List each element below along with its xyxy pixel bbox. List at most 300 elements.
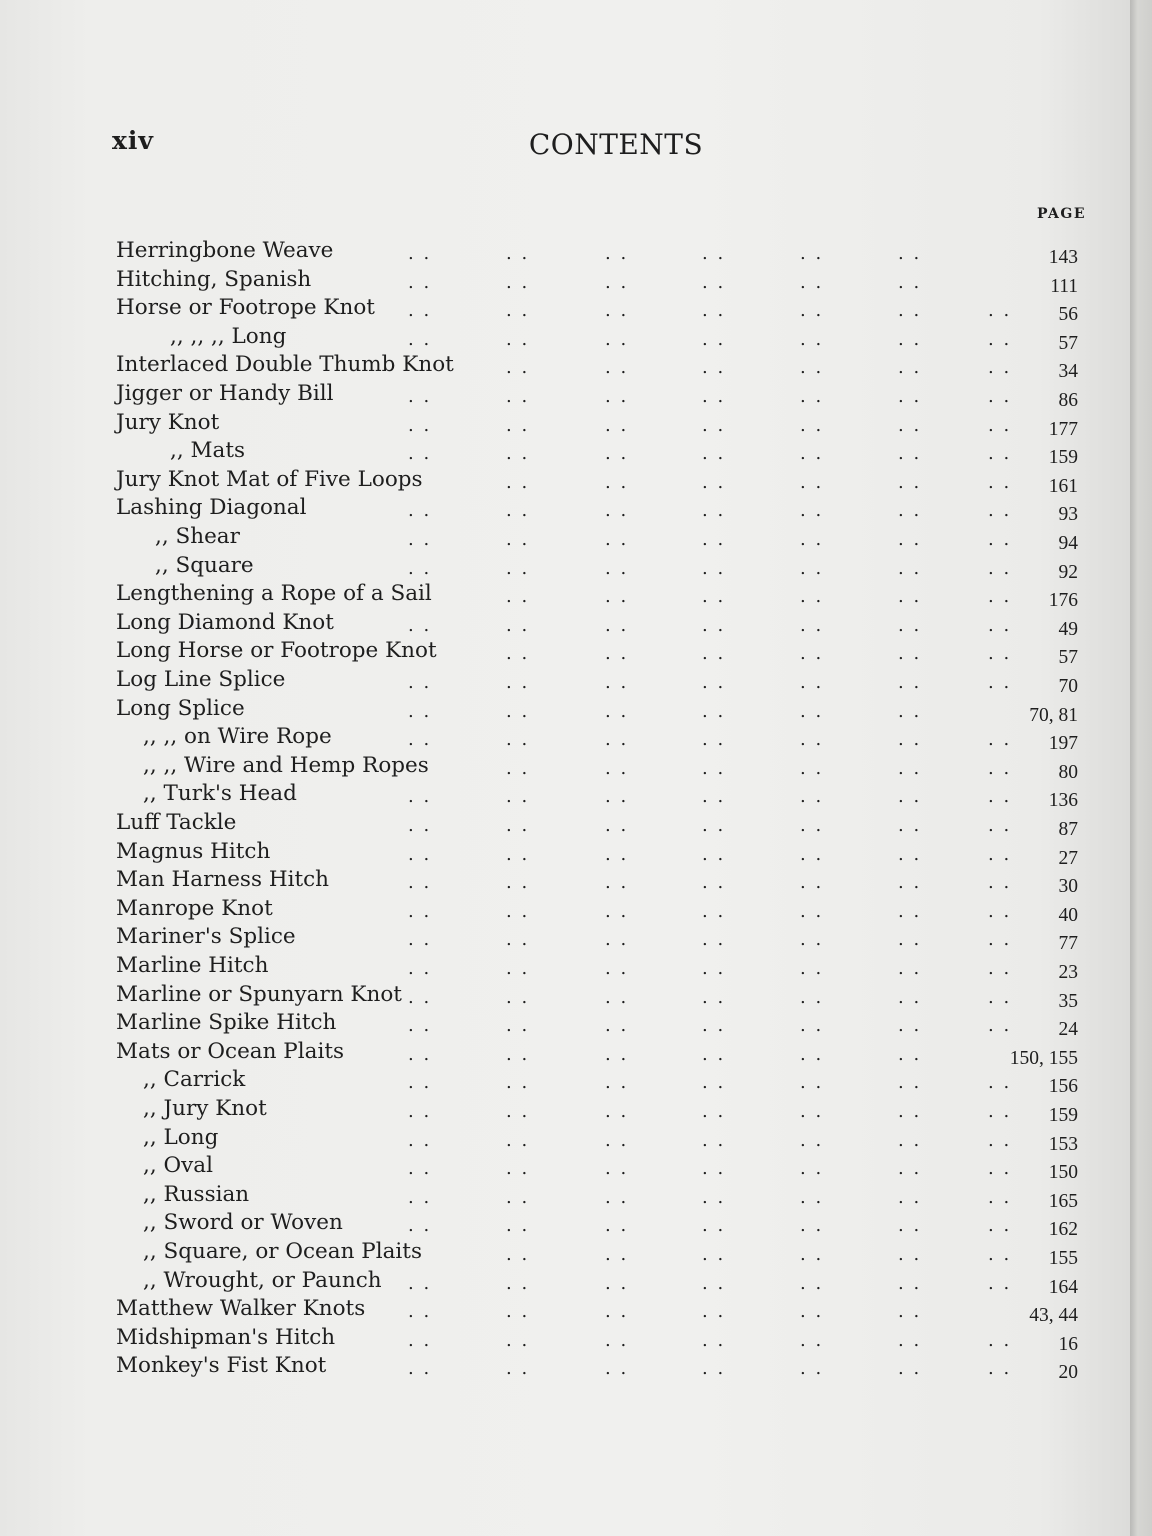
dot-leader: . . bbox=[605, 271, 629, 293]
dot-leader: . . bbox=[988, 1129, 1012, 1151]
dot-leader: . . bbox=[988, 929, 1012, 951]
dot-leader: . . bbox=[702, 1101, 726, 1122]
dot-leader: . . bbox=[605, 958, 629, 979]
dot-leader: . . bbox=[800, 1329, 824, 1351]
dot-leader: . . bbox=[898, 443, 922, 465]
toc-entry bbox=[0, 236, 1130, 268]
dot-leader: . . bbox=[506, 1043, 530, 1065]
dot-leader: . . bbox=[605, 843, 629, 865]
dot-leader: . . bbox=[988, 1358, 1012, 1380]
dot-leader: . . bbox=[800, 300, 824, 322]
dot-leader: . . bbox=[506, 958, 530, 979]
dot-leader: . . bbox=[988, 815, 1012, 836]
dot-leader: . . bbox=[800, 328, 824, 350]
dot-leader: . . bbox=[988, 1329, 1012, 1351]
toc-entry bbox=[0, 1151, 1130, 1184]
toc-entry bbox=[0, 579, 1130, 612]
dot-leader: . . bbox=[408, 900, 432, 922]
dot-leader: . . bbox=[408, 1329, 432, 1351]
dot-leader: . . bbox=[605, 1043, 629, 1065]
toc-entry bbox=[0, 1208, 1130, 1241]
dot-leader: . . bbox=[506, 243, 530, 264]
dot-leader: . . bbox=[898, 1301, 922, 1323]
toc-entry-title: ,, ,, Wire and Hemp Ropes bbox=[143, 752, 429, 778]
dot-leader: . . bbox=[800, 643, 824, 665]
dot-leader: . . bbox=[408, 929, 432, 951]
dot-leader: . . bbox=[898, 929, 922, 951]
dot-leader: . . bbox=[506, 1358, 530, 1380]
toc-entry-title: Manrope Knot bbox=[116, 895, 273, 921]
toc-entry bbox=[0, 350, 1130, 383]
dot-leader: . . bbox=[898, 1186, 922, 1208]
toc-entry-title: Marline Hitch bbox=[116, 953, 269, 978]
toc-entry-title: ,, Long bbox=[143, 1124, 219, 1150]
dot-leader: . . bbox=[506, 529, 530, 550]
toc-entry-page: 43, 44 bbox=[1029, 1305, 1078, 1327]
toc-entry bbox=[0, 608, 1130, 640]
toc-entry-title: Magnus Hitch bbox=[116, 838, 271, 864]
dot-leader: . . bbox=[702, 1358, 726, 1380]
toc-entry-title: Mariner's Splice bbox=[116, 924, 296, 950]
dot-leader: . . bbox=[898, 872, 922, 894]
dot-leader: . . bbox=[800, 443, 824, 465]
dot-leader: . . bbox=[506, 672, 530, 693]
dot-leader: . . bbox=[605, 300, 629, 322]
dot-leader: . . bbox=[800, 1358, 824, 1380]
dot-leader: . . bbox=[506, 729, 530, 751]
dot-leader: . . bbox=[506, 1272, 530, 1294]
dot-leader: . . bbox=[800, 900, 824, 922]
dot-leader: . . bbox=[988, 958, 1012, 979]
toc-entry-page: 23 bbox=[1058, 962, 1078, 983]
dot-leader: . . bbox=[800, 958, 824, 979]
dot-leader: . . bbox=[408, 1301, 432, 1323]
dot-leader: . . bbox=[800, 386, 824, 407]
dot-leader: . . bbox=[988, 1072, 1012, 1094]
dot-leader: . . bbox=[408, 843, 432, 865]
dot-leader: . . bbox=[898, 815, 922, 836]
dot-leader: . . bbox=[898, 1244, 922, 1265]
dot-leader: . . bbox=[605, 243, 629, 264]
toc-entry bbox=[0, 1180, 1130, 1212]
dot-leader: . . bbox=[506, 1072, 530, 1094]
dot-leader: . . bbox=[988, 386, 1012, 407]
dot-leader: . . bbox=[605, 929, 629, 951]
dot-leader: . . bbox=[988, 586, 1012, 608]
dot-leader: . . bbox=[898, 1072, 922, 1094]
dot-leader: . . bbox=[702, 872, 726, 894]
dot-leader: . . bbox=[800, 1158, 824, 1180]
dot-leader: . . bbox=[800, 1015, 824, 1037]
dot-leader: . . bbox=[605, 729, 629, 751]
toc-entry-title: Man Harness Hitch bbox=[116, 867, 329, 893]
toc-entry-page: 70, 81 bbox=[1029, 704, 1078, 726]
dot-leader: . . bbox=[988, 614, 1012, 636]
dot-leader: . . bbox=[988, 843, 1012, 865]
toc-entry bbox=[0, 522, 1130, 554]
dot-leader: . . bbox=[800, 757, 824, 779]
dot-leader: . . bbox=[605, 586, 629, 608]
dot-leader: . . bbox=[702, 700, 726, 722]
dot-leader: . . bbox=[702, 643, 726, 665]
dot-leader: . . bbox=[506, 986, 530, 1008]
dot-leader: . . bbox=[898, 557, 922, 579]
dot-leader: . . bbox=[506, 643, 530, 665]
dot-leader: . . bbox=[988, 414, 1012, 436]
dot-leader: . . bbox=[605, 443, 629, 465]
dot-leader: . . bbox=[800, 614, 824, 636]
dot-leader: . . bbox=[898, 729, 922, 751]
page-edge bbox=[1130, 0, 1152, 1536]
dot-leader: . . bbox=[800, 500, 824, 522]
dot-leader: . . bbox=[898, 328, 922, 350]
dot-leader: . . bbox=[605, 328, 629, 350]
toc-entry-page: 86 bbox=[1058, 390, 1078, 411]
dot-leader: . . bbox=[408, 1272, 432, 1294]
toc-entry bbox=[0, 1008, 1130, 1041]
toc-entry-page: 34 bbox=[1058, 361, 1078, 383]
dot-leader: . . bbox=[800, 414, 824, 436]
dot-leader: . . bbox=[702, 786, 726, 808]
dot-leader: . . bbox=[506, 1101, 530, 1122]
dot-leader: . . bbox=[605, 1158, 629, 1180]
toc-entry-page: 24 bbox=[1058, 1019, 1078, 1041]
toc-entry bbox=[0, 1123, 1130, 1155]
toc-entry-page: 111 bbox=[1050, 275, 1078, 297]
dot-leader: . . bbox=[988, 872, 1012, 894]
dot-leader: . . bbox=[605, 1072, 629, 1094]
dot-leader: . . bbox=[988, 672, 1012, 693]
toc-entry-title: Horse or Footrope Knot bbox=[116, 295, 375, 321]
dot-leader: . . bbox=[605, 1186, 629, 1208]
dot-leader: . . bbox=[988, 1186, 1012, 1208]
toc-entry bbox=[0, 665, 1130, 697]
dot-leader: . . bbox=[506, 357, 530, 379]
dot-leader: . . bbox=[605, 872, 629, 894]
toc-entry-title: Mats or Ocean Plaits bbox=[116, 1038, 344, 1064]
dot-leader: . . bbox=[408, 1158, 432, 1180]
dot-leader: . . bbox=[800, 1043, 824, 1065]
dot-leader: . . bbox=[702, 843, 726, 865]
dot-leader: . . bbox=[506, 872, 530, 894]
dot-leader: . . bbox=[988, 471, 1012, 493]
toc-entry-title: Marline Spike Hitch bbox=[116, 1010, 337, 1036]
dot-leader: . . bbox=[898, 1358, 922, 1380]
toc-entry-page: 162 bbox=[1048, 1219, 1078, 1241]
toc-entry bbox=[0, 722, 1130, 755]
dot-leader: . . bbox=[702, 471, 726, 493]
dot-leader: . . bbox=[800, 271, 824, 293]
dot-leader: . . bbox=[506, 1215, 530, 1237]
dot-leader: . . bbox=[408, 271, 432, 293]
dot-leader: . . bbox=[408, 958, 432, 979]
dot-leader: . . bbox=[800, 1301, 824, 1323]
dot-leader: . . bbox=[702, 986, 726, 1008]
toc-entry-page: 92 bbox=[1058, 561, 1078, 583]
dot-leader: . . bbox=[898, 672, 922, 693]
dot-leader: . . bbox=[702, 1272, 726, 1294]
toc-entry-page: 155 bbox=[1048, 1248, 1078, 1269]
toc-entry-title: Marline or Spunyarn Knot bbox=[116, 981, 402, 1007]
dot-leader: . . bbox=[898, 614, 922, 636]
dot-leader: . . bbox=[506, 1015, 530, 1037]
toc-entry-page: 27 bbox=[1058, 847, 1078, 869]
dot-leader: . . bbox=[605, 614, 629, 636]
dot-leader: . . bbox=[605, 1244, 629, 1265]
dot-leader: . . bbox=[702, 1043, 726, 1065]
dot-leader: . . bbox=[800, 872, 824, 894]
dot-leader: . . bbox=[605, 1301, 629, 1323]
toc-entry-page: 150 bbox=[1048, 1162, 1078, 1184]
dot-leader: . . bbox=[506, 443, 530, 465]
dot-leader: . . bbox=[800, 1186, 824, 1208]
dot-leader: . . bbox=[605, 986, 629, 1008]
dot-leader: . . bbox=[408, 872, 432, 894]
dot-leader: . . bbox=[506, 471, 530, 493]
dot-leader: . . bbox=[988, 643, 1012, 665]
dot-leader: . . bbox=[988, 500, 1012, 522]
dot-leader: . . bbox=[702, 929, 726, 951]
dot-leader: . . bbox=[988, 729, 1012, 751]
dot-leader: . . bbox=[702, 357, 726, 379]
dot-leader: . . bbox=[988, 900, 1012, 922]
toc-entry bbox=[0, 551, 1130, 583]
toc-entry-page: 176 bbox=[1048, 590, 1078, 612]
dot-leader: . . bbox=[800, 529, 824, 550]
dot-leader: . . bbox=[898, 1101, 922, 1122]
dot-leader: . . bbox=[898, 271, 922, 293]
dot-leader: . . bbox=[800, 729, 824, 751]
dot-leader: . . bbox=[506, 1129, 530, 1151]
dot-leader: . . bbox=[988, 328, 1012, 350]
dot-leader: . . bbox=[605, 557, 629, 579]
toc-entry-title: Luff Tackle bbox=[116, 810, 237, 835]
toc-entry bbox=[0, 408, 1130, 440]
toc-entry-title: ,, Sword or Woven bbox=[143, 1210, 343, 1236]
dot-leader: . . bbox=[408, 1043, 432, 1065]
toc-entry-title: ,, ,, ,, Long bbox=[170, 323, 287, 349]
dot-leader: . . bbox=[506, 1301, 530, 1323]
dot-leader: . . bbox=[506, 386, 530, 407]
toc-entry bbox=[0, 379, 1130, 411]
dot-leader: . . bbox=[800, 471, 824, 493]
dot-leader: . . bbox=[408, 614, 432, 636]
dot-leader: . . bbox=[408, 1072, 432, 1094]
dot-leader: . . bbox=[702, 328, 726, 350]
toc-entry-page: 80 bbox=[1058, 761, 1078, 783]
toc-entry-page: 77 bbox=[1058, 933, 1078, 955]
dot-leader: . . bbox=[800, 243, 824, 264]
dot-leader: . . bbox=[506, 328, 530, 350]
dot-leader: . . bbox=[605, 700, 629, 722]
dot-leader: . . bbox=[605, 1215, 629, 1237]
dot-leader: . . bbox=[988, 1101, 1012, 1122]
dot-leader: . . bbox=[408, 386, 432, 407]
dot-leader: . . bbox=[506, 1186, 530, 1208]
toc-entry bbox=[0, 1323, 1130, 1355]
dot-leader: . . bbox=[702, 386, 726, 407]
dot-leader: . . bbox=[605, 1329, 629, 1351]
toc-entry-page: 35 bbox=[1058, 990, 1078, 1012]
toc-entry bbox=[0, 951, 1130, 983]
dot-leader: . . bbox=[800, 786, 824, 808]
dot-leader: . . bbox=[702, 586, 726, 608]
toc-entry bbox=[0, 265, 1130, 297]
toc-entry bbox=[0, 837, 1130, 869]
dot-leader: . . bbox=[898, 843, 922, 865]
dot-leader: . . bbox=[988, 1244, 1012, 1265]
toc-entry bbox=[0, 1094, 1130, 1126]
dot-leader: . . bbox=[898, 414, 922, 436]
dot-leader: . . bbox=[605, 357, 629, 379]
dot-leader: . . bbox=[898, 243, 922, 264]
dot-leader: . . bbox=[898, 500, 922, 522]
dot-leader: . . bbox=[408, 300, 432, 322]
dot-leader: . . bbox=[605, 815, 629, 836]
toc-entry bbox=[0, 980, 1130, 1012]
dot-leader: . . bbox=[506, 700, 530, 722]
dot-leader: . . bbox=[898, 786, 922, 808]
dot-leader: . . bbox=[506, 900, 530, 922]
dot-leader: . . bbox=[408, 672, 432, 693]
dot-leader: . . bbox=[898, 586, 922, 608]
toc-entry bbox=[0, 322, 1130, 354]
dot-leader: . . bbox=[408, 729, 432, 751]
toc-entry-page: 136 bbox=[1048, 790, 1078, 812]
dot-leader: . . bbox=[800, 700, 824, 722]
dot-leader: . . bbox=[898, 357, 922, 379]
toc-entry-title: Herringbone Weave bbox=[116, 238, 334, 263]
toc-entry-page: 143 bbox=[1048, 247, 1078, 268]
dot-leader: . . bbox=[408, 328, 432, 350]
toc-entry-title: ,, Jury Knot bbox=[143, 1096, 267, 1121]
dot-leader: . . bbox=[800, 1272, 824, 1294]
dot-leader: . . bbox=[898, 986, 922, 1008]
dot-leader: . . bbox=[702, 443, 726, 465]
toc-entry-page: 93 bbox=[1058, 504, 1078, 526]
dot-leader: . . bbox=[800, 1101, 824, 1122]
toc-entry-page: 156 bbox=[1048, 1076, 1078, 1098]
dot-leader: . . bbox=[605, 1129, 629, 1151]
dot-leader: . . bbox=[898, 1043, 922, 1065]
dot-leader: . . bbox=[898, 300, 922, 322]
dot-leader: . . bbox=[605, 1101, 629, 1122]
dot-leader: . . bbox=[702, 1215, 726, 1237]
toc-entry bbox=[0, 1351, 1130, 1384]
toc-entry bbox=[0, 293, 1130, 326]
toc-entry-title: ,, Square, or Ocean Plaits bbox=[143, 1239, 422, 1264]
dot-leader: . . bbox=[988, 557, 1012, 579]
dot-leader: . . bbox=[988, 357, 1012, 379]
toc-entry-page: 165 bbox=[1048, 1190, 1078, 1212]
dot-leader: . . bbox=[506, 614, 530, 636]
dot-leader: . . bbox=[702, 1329, 726, 1351]
dot-leader: . . bbox=[408, 243, 432, 264]
dot-leader: . . bbox=[898, 700, 922, 722]
toc-entry-title: Lashing Diagonal bbox=[116, 495, 307, 521]
toc-entry bbox=[0, 694, 1130, 726]
toc-entry-title: Log Line Splice bbox=[116, 667, 286, 692]
toc-entry-page: 150, 155 bbox=[1009, 1047, 1078, 1069]
toc-entry-page: 56 bbox=[1058, 304, 1078, 326]
dot-leader: . . bbox=[800, 1072, 824, 1094]
toc-entry-title: Midshipman's Hitch bbox=[116, 1324, 336, 1350]
dot-leader: . . bbox=[702, 300, 726, 322]
dot-leader: . . bbox=[898, 1158, 922, 1180]
dot-leader: . . bbox=[702, 1015, 726, 1037]
dot-leader: . . bbox=[800, 586, 824, 608]
dot-leader: . . bbox=[702, 815, 726, 836]
toc-entry-title: Jury Knot Mat of Five Loops bbox=[116, 466, 423, 492]
toc-entry bbox=[0, 922, 1130, 955]
toc-entry-title: Long Splice bbox=[116, 695, 245, 721]
toc-entry bbox=[0, 894, 1130, 926]
toc-entry bbox=[0, 779, 1130, 812]
toc-entry-title: ,, ,, on Wire Rope bbox=[143, 724, 332, 750]
toc-entry-title: ,, Turk's Head bbox=[143, 781, 297, 807]
toc-entry-page: 40 bbox=[1058, 904, 1078, 926]
toc-entry-title: Long Horse or Footrope Knot bbox=[116, 638, 437, 664]
dot-leader: . . bbox=[506, 843, 530, 865]
dot-leader: . . bbox=[506, 757, 530, 779]
dot-leader: . . bbox=[408, 1015, 432, 1037]
dot-leader: . . bbox=[800, 1244, 824, 1265]
dot-leader: . . bbox=[605, 1272, 629, 1294]
dot-leader: . . bbox=[898, 1215, 922, 1237]
toc-entry bbox=[0, 1237, 1130, 1269]
dot-leader: . . bbox=[702, 958, 726, 979]
dot-leader: . . bbox=[702, 614, 726, 636]
toc-entry-page: 161 bbox=[1048, 475, 1078, 497]
dot-leader: . . bbox=[506, 586, 530, 608]
toc-entry-title: Jigger or Handy Bill bbox=[116, 381, 334, 406]
toc-entry-title: Jury Knot bbox=[116, 409, 220, 435]
toc-entry-page: 87 bbox=[1058, 819, 1078, 840]
dot-leader: . . bbox=[605, 386, 629, 407]
dot-leader: . . bbox=[702, 757, 726, 779]
dot-leader: . . bbox=[988, 529, 1012, 550]
toc-entry-page: 57 bbox=[1058, 332, 1078, 354]
dot-leader: . . bbox=[898, 958, 922, 979]
dot-leader: . . bbox=[702, 529, 726, 550]
dot-leader: . . bbox=[898, 386, 922, 407]
dot-leader: . . bbox=[988, 1015, 1012, 1037]
toc-entry bbox=[0, 751, 1130, 783]
dot-leader: . . bbox=[800, 357, 824, 379]
dot-leader: . . bbox=[702, 1072, 726, 1094]
toc-entry bbox=[0, 1065, 1130, 1098]
dot-leader: . . bbox=[702, 1244, 726, 1265]
dot-leader: . . bbox=[506, 557, 530, 579]
dot-leader: . . bbox=[898, 529, 922, 550]
dot-leader: . . bbox=[898, 1129, 922, 1151]
dot-leader: . . bbox=[506, 1244, 530, 1265]
dot-leader: . . bbox=[408, 815, 432, 836]
page-number: xiv bbox=[112, 126, 154, 155]
toc-entry-page: 57 bbox=[1058, 647, 1078, 669]
toc-entry bbox=[0, 808, 1130, 840]
toc-entry bbox=[0, 1037, 1130, 1069]
dot-leader: . . bbox=[702, 243, 726, 264]
dot-leader: . . bbox=[898, 471, 922, 493]
toc-entry-page: 164 bbox=[1048, 1276, 1078, 1298]
toc-entry-title: ,, Carrick bbox=[143, 1067, 246, 1093]
dot-leader: . . bbox=[988, 300, 1012, 322]
toc-entry-title: Interlaced Double Thumb Knot bbox=[116, 352, 454, 378]
dot-leader: . . bbox=[702, 1129, 726, 1151]
dot-leader: . . bbox=[605, 757, 629, 779]
dot-leader: . . bbox=[898, 1329, 922, 1351]
